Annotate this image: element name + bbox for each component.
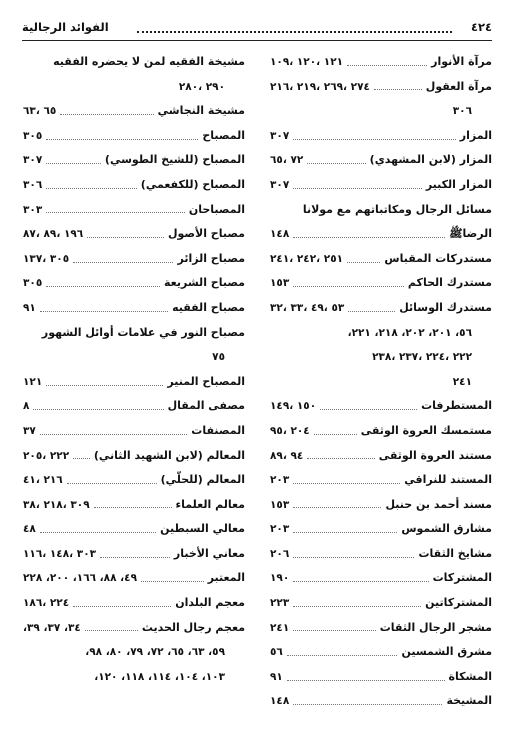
entry-title: المصنفات xyxy=(191,423,245,437)
entry-pages: ٢٤١ xyxy=(270,621,290,634)
entry-pages: ٢١٦ ،٤١ xyxy=(23,474,63,487)
entry-pages: ٣٠٦ xyxy=(23,178,43,191)
entry-title: المصباحان xyxy=(188,202,245,216)
entry-title: المزار xyxy=(459,128,492,142)
index-entry xyxy=(23,198,245,223)
page-number: ٤٢٤ xyxy=(470,20,492,34)
entry-pages: ١٢١ xyxy=(23,375,43,388)
entry-title: مسند أحمد بن حنبل xyxy=(385,497,492,511)
index-entry xyxy=(23,296,245,321)
entry-title: مشرق الشمسين xyxy=(401,645,492,659)
leader-dots xyxy=(293,286,404,287)
entry-title: معالم العلماء xyxy=(175,497,245,511)
index-entry xyxy=(23,517,245,542)
entry-pages: ٢٢٣ xyxy=(270,597,290,610)
entry-pages: ٩٤ ،٨٩ xyxy=(270,449,304,462)
index-entry xyxy=(270,493,492,518)
index-entry xyxy=(270,173,492,198)
entry-title: المشتركات xyxy=(432,571,492,585)
index-entry xyxy=(23,468,245,493)
entry-pages: ٣٠٧ xyxy=(270,129,290,142)
entry-pages: ١٥٣ xyxy=(270,498,290,511)
index-entry xyxy=(270,370,492,395)
page-header xyxy=(22,20,492,42)
entry-pages: ٧٢ ،٦٥ xyxy=(270,154,304,167)
index-entry xyxy=(23,173,245,198)
entry-pages: ٣٧ xyxy=(23,424,36,437)
leader-dots xyxy=(87,237,164,238)
entry-pages: ٥٦ xyxy=(270,646,283,659)
index-entry xyxy=(23,271,245,296)
leader-dots xyxy=(46,385,163,386)
index-entry xyxy=(270,640,492,665)
index-entry xyxy=(270,124,492,149)
header-dots xyxy=(137,22,452,33)
leader-dots xyxy=(293,483,400,484)
index-entry xyxy=(23,493,245,518)
leader-dots xyxy=(293,704,442,705)
entry-title: معاني الأخبار xyxy=(173,546,245,560)
entry-pages: ٢٠٦ xyxy=(270,547,290,560)
index-entry xyxy=(23,321,245,346)
entry-title: مشجر الرجال الثقات xyxy=(379,620,492,634)
entry-pages: ٣٠٦ xyxy=(452,105,472,118)
leader-dots xyxy=(307,163,365,164)
entry-title: مرآة العقول xyxy=(425,79,492,93)
index-entry xyxy=(270,566,492,591)
entry-title: الرضاﷺ xyxy=(449,227,492,241)
index-entry xyxy=(23,591,245,616)
entry-pages: ٥٩، ٦٣، ٦٥، ٧٢، ٧٩، ٨٠، ٩٨، xyxy=(85,646,225,659)
entry-pages: ٣٠٧ xyxy=(23,154,43,167)
entry-pages: ٢٢٢ ،٢٠٥ xyxy=(23,449,70,462)
entry-pages: ٢٧٤ ،٢٦٩ ،٢١٩ ،٢١٦ xyxy=(270,80,370,93)
entry-title: مشارق الشموس xyxy=(401,522,492,536)
index-entry xyxy=(23,419,245,444)
entry-title: مشيخة الفقيه لمن لا يحضره الفقيه xyxy=(53,55,245,68)
index-entry xyxy=(270,148,492,173)
leader-dots xyxy=(40,434,187,435)
entry-title: المعتبر xyxy=(207,571,245,585)
index-entry xyxy=(270,394,492,419)
leader-dots xyxy=(320,409,417,410)
entry-title: مشيخة النجاشي xyxy=(157,104,245,118)
entry-pages: ٦٥ ،٦٣ xyxy=(23,105,57,118)
index-entry xyxy=(270,616,492,641)
entry-pages: ٤٨ xyxy=(23,523,36,536)
index-column-left xyxy=(23,50,245,689)
entry-title: مصفى المقال xyxy=(167,399,245,413)
entry-pages: ١٥٠ ،١٤٩ xyxy=(270,400,317,413)
leader-dots xyxy=(314,434,357,435)
leader-dots xyxy=(293,532,397,533)
leader-dots xyxy=(293,606,421,607)
index-entry xyxy=(23,394,245,419)
index-entry xyxy=(270,247,492,272)
header-rule xyxy=(22,40,492,41)
index-entry xyxy=(270,271,492,296)
index-entry xyxy=(23,444,245,469)
entry-title: مرآة الأنوار xyxy=(431,55,492,68)
entry-pages: ٣٤، ٣٧، ٣٩، xyxy=(23,621,81,634)
index-entry xyxy=(270,591,492,616)
entry-pages: ٢٠٤ ،٩٥ xyxy=(270,424,310,437)
index-entry xyxy=(270,444,492,469)
entry-pages: ٣٠٥ xyxy=(23,277,43,290)
entry-title: المعالم (للحلّي) xyxy=(160,473,245,487)
leader-dots xyxy=(347,65,427,66)
leader-dots xyxy=(46,163,101,164)
leader-dots xyxy=(46,286,160,287)
entry-pages: ٨ xyxy=(23,400,30,413)
leader-dots xyxy=(293,139,456,140)
index-entry xyxy=(270,75,492,100)
index-entry xyxy=(270,468,492,493)
leader-dots xyxy=(293,507,381,508)
entry-title: المستطرفات xyxy=(421,399,492,413)
entry-title: مستمسك العروة الوثقى xyxy=(360,423,492,437)
entry-pages: ٧٥ xyxy=(212,351,225,364)
index-entry xyxy=(270,99,492,124)
leader-dots xyxy=(33,409,163,410)
entry-pages: ٢٠٣ xyxy=(270,523,290,536)
entry-pages: ٢٩٠ ،٢٨٠ xyxy=(178,80,225,93)
index-entry xyxy=(23,665,245,690)
entry-title: مصباح النور في علامات أوائل الشهور xyxy=(41,325,245,339)
entry-title: مصباح الأصول xyxy=(167,227,245,241)
leader-dots xyxy=(73,606,171,607)
index-entry xyxy=(270,222,492,247)
index-entry xyxy=(23,50,245,75)
entry-title: المصباح (للشيخ الطوسي) xyxy=(104,153,245,167)
leader-dots xyxy=(94,507,172,508)
entry-title: المزار (لابن المشهدي) xyxy=(369,153,492,167)
entry-pages: ١٩٠ xyxy=(270,572,290,585)
leader-dots xyxy=(293,188,422,189)
leader-dots xyxy=(46,139,198,140)
entry-title: المعالم (لابن الشهيد الثاني) xyxy=(93,448,245,462)
entry-pages: ٤٩، ٨٨، ١٦٦، ٢٠٠، ٢٢٨ xyxy=(23,572,137,585)
leader-dots xyxy=(100,557,170,558)
leader-dots xyxy=(348,311,395,312)
entry-pages: ١٥٣ xyxy=(270,277,290,290)
entry-pages: ٣٠٥ xyxy=(23,129,43,142)
leader-dots xyxy=(287,655,398,656)
entry-pages: ٣٠٣ xyxy=(23,203,43,216)
entry-pages: ٣٠٧ xyxy=(270,178,290,191)
entry-pages: ١٤٨ xyxy=(270,695,290,708)
entry-title: المستند للنراقي xyxy=(404,473,492,487)
index-entry xyxy=(23,566,245,591)
entry-title: المشيخة xyxy=(446,694,492,708)
index-entry xyxy=(270,542,492,567)
index-entry xyxy=(23,370,245,395)
index-entry xyxy=(23,345,245,370)
index-entry xyxy=(23,222,245,247)
index-entry xyxy=(270,419,492,444)
leader-dots xyxy=(40,532,156,533)
leader-dots xyxy=(46,188,137,189)
entry-pages: ١٩٦ ،٨٩ ،٨٧ xyxy=(23,228,84,241)
entry-title: معجم رجال الحديث xyxy=(141,620,245,634)
entry-pages: ٣٠٣ ،١٤٨ ،١١٦ xyxy=(23,547,97,560)
entry-pages: ٢٢٢ ،٢٢٤ ،٢٣٧ ،٢٣٨ xyxy=(372,351,472,364)
entry-title: مشايخ الثقات xyxy=(418,546,492,560)
index-entry xyxy=(270,517,492,542)
index-entry xyxy=(23,148,245,173)
entry-title: المشتركاتين xyxy=(425,596,492,610)
entry-pages: ٢٤١ xyxy=(452,375,472,388)
entry-pages: ٢٥١ ،٢٤٢ ،٢٤١ xyxy=(270,252,344,265)
entry-title: معالي السبطين xyxy=(160,522,245,536)
index-entry xyxy=(23,640,245,665)
entry-title: مصباح الشريعة xyxy=(164,276,245,290)
entry-pages: ١٠٣، ١٠٤، ١١٤، ١١٨، ١٢٠، xyxy=(94,670,225,683)
leader-dots xyxy=(293,630,375,631)
leader-dots xyxy=(293,237,445,238)
entry-title: مصباح الفقيه xyxy=(172,300,245,314)
entry-pages: ٢٠٣ xyxy=(270,474,290,487)
entry-pages: ٩١ xyxy=(23,301,36,314)
index-column-right xyxy=(270,50,492,714)
entry-pages: ٣٠٥ ،١٣٧ xyxy=(23,252,70,265)
leader-dots xyxy=(374,89,422,90)
leader-dots xyxy=(307,458,374,459)
leader-dots xyxy=(73,262,173,263)
entry-pages: ٣٠٩ ،٢١٨ ،٣٨ xyxy=(23,498,90,511)
leader-dots xyxy=(293,557,414,558)
entry-pages: ١٤٨ xyxy=(270,228,290,241)
index-entry xyxy=(270,345,492,370)
entry-title: مستدركات المقباس xyxy=(384,251,492,265)
index-entry xyxy=(270,198,492,223)
entry-title: مستدرك الوسائل xyxy=(399,300,492,314)
index-entry xyxy=(270,665,492,690)
entry-title: المصباح المنير xyxy=(167,374,245,388)
entry-title: معجم البلدان xyxy=(175,596,245,610)
leader-dots xyxy=(141,581,204,582)
leader-dots xyxy=(347,262,380,263)
entry-pages: ٥٣ ،٤٩ ،٣٣ ،٣٢ xyxy=(270,301,345,314)
index-entry xyxy=(270,321,492,346)
index-entry xyxy=(23,542,245,567)
entry-title: المصباح (للكفعمي) xyxy=(140,177,245,191)
entry-title: مصباح الزائر xyxy=(177,251,245,265)
index-entry xyxy=(23,99,245,124)
leader-dots xyxy=(287,680,445,681)
entry-title: مستند العروة الوثقى xyxy=(378,448,492,462)
entry-title: المشكاة xyxy=(448,669,492,683)
entry-pages: ٥٦، ٢٠١، ٢٠٢، ٢١٨، ٢٢١، xyxy=(347,326,472,339)
entry-title: المزار الكبير xyxy=(425,177,492,191)
entry-title: مستدرك الحاكم xyxy=(407,276,492,290)
index-entry xyxy=(23,124,245,149)
index-entry xyxy=(270,296,492,321)
entry-title: المصباح xyxy=(202,128,245,142)
leader-dots xyxy=(40,311,168,312)
running-title: الفوائد الرجالية xyxy=(22,20,109,34)
leader-dots xyxy=(60,114,153,115)
leader-dots xyxy=(46,212,185,213)
entry-pages: ٩١ xyxy=(270,670,283,683)
leader-dots xyxy=(67,483,157,484)
index-entry xyxy=(23,75,245,100)
index-entry xyxy=(270,50,492,75)
index-entry xyxy=(23,616,245,641)
leader-dots xyxy=(85,630,138,631)
index-entry xyxy=(23,247,245,272)
index-entry xyxy=(270,689,492,714)
entry-pages: ٢٢٤ ،١٨٦ xyxy=(23,597,70,610)
entry-pages: ١٢١ ،١٢٠ ،١٠٩ xyxy=(270,56,344,68)
leader-dots xyxy=(293,581,428,582)
leader-dots xyxy=(73,458,90,459)
entry-title: مسائل الرجال ومكاتباتهم مع مولانا xyxy=(302,202,492,216)
